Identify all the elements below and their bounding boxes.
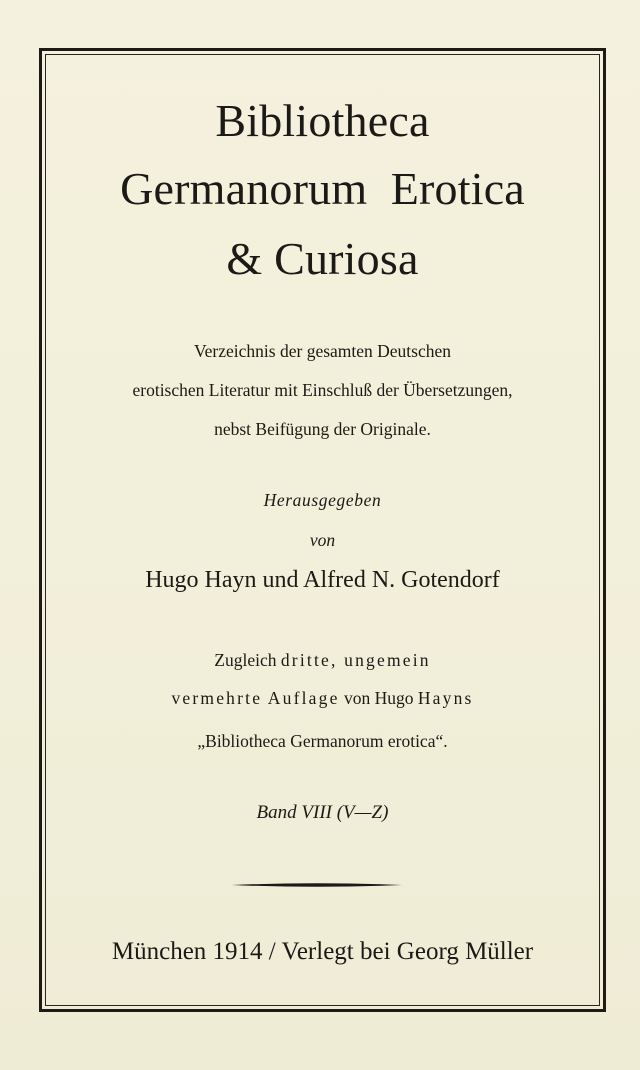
title-line-1: Bibliotheca [215,95,430,146]
editors-label: Herausgegeben [263,490,382,510]
edition-line-2-a: vermehrte Auflage [171,688,340,708]
edition-line-2-c: Hayns [417,688,474,708]
subtitle-line-1: Verzeichnis der gesamten Deutschen [193,341,452,361]
editors-by: von [309,530,336,550]
editors-names: Hugo Hayn und Alfred N. Gotendorf [145,567,500,593]
edition-line-2 [45,690,600,708]
edition-line-1 [45,652,600,670]
imprint-line: München 1914 / Verlegt bei Georg Müller [111,938,534,965]
subtitle-line-2: erotischen Literatur mit Einschluß der Übersetzungen, [132,380,513,400]
volume-label: Band VIII (V—Z) [256,802,389,823]
edition-line-2-b: von Hugo [339,688,418,708]
title-line-2-text: Germanorum Erotica [120,163,525,214]
edition-line-3: „Bibliotheca Germanorum erotica“. [197,731,448,751]
edition-line-1-a: Zugleich [214,650,281,670]
title-line-2 [45,163,600,214]
edition-line-1-b: dritte, ungemein [280,650,431,670]
subtitle-line-3: nebst Beifügung der Originale. [214,419,431,439]
ornamental-rule [232,880,402,890]
title-line-3: & Curiosa [226,233,419,284]
